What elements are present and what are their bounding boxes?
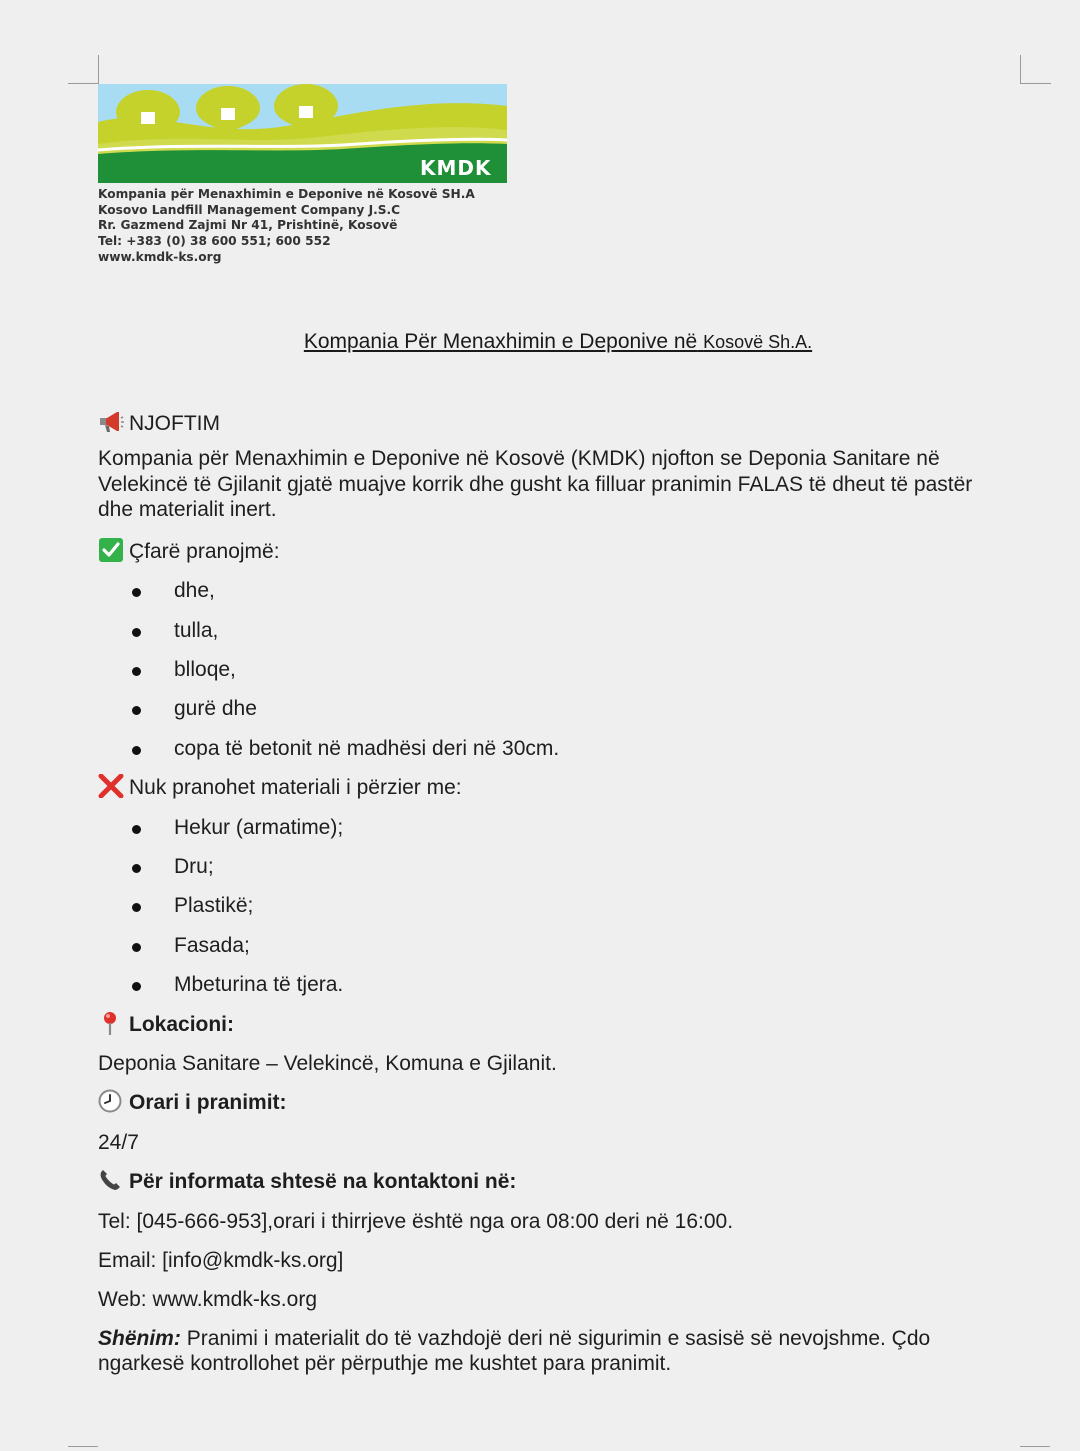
note-label: Shënim: bbox=[98, 1326, 181, 1350]
contact-web: Web: www.kmdk-ks.org bbox=[98, 1288, 317, 1312]
document-title-main: Kompania Për Menaxhimin e Deponive në bbox=[303, 330, 698, 353]
company-address: Rr. Gazmend Zajmi Nr 41, Prishtinë, Kosovë bbox=[98, 218, 398, 233]
contact-heading bbox=[98, 1162, 1008, 1201]
company-name-en: Kosovo Landfill Management Company J.S.C bbox=[98, 202, 401, 217]
rejected-heading bbox=[98, 768, 1008, 807]
pin-icon bbox=[98, 1011, 124, 1035]
cross-mark-icon bbox=[98, 774, 124, 798]
accepted-heading-text: Çfarë pranojmë: bbox=[129, 539, 280, 563]
list-item: Fasada; bbox=[98, 926, 1008, 965]
location-value: Deponia Sanitare – Velekincë, Komuna e Gjilanit. bbox=[98, 1051, 557, 1075]
list-item: Hekur (armatime); bbox=[98, 808, 1008, 847]
phone-icon bbox=[98, 1168, 124, 1192]
list-item: gurë dhe bbox=[98, 689, 1008, 728]
megaphone-icon bbox=[98, 410, 124, 434]
rejected-heading-text: Nuk pranohet materiali i përzier me: bbox=[129, 776, 462, 800]
notice-heading bbox=[98, 404, 1008, 443]
company-website: www.kmdk-ks.org bbox=[98, 249, 222, 264]
contact-tel: Tel: [045-666-953],orari i thirrjeve është nga ora 08:00 deri në 16:00. bbox=[98, 1209, 734, 1233]
accepted-list bbox=[98, 571, 1008, 768]
list-item: Plastikë; bbox=[98, 886, 1008, 925]
list-item: copa të betonit në madhësi deri në 30cm. bbox=[98, 729, 1008, 768]
hours-heading-text: Orari i pranimit: bbox=[129, 1091, 287, 1115]
list-item: tulla, bbox=[98, 611, 1008, 650]
logo-text: KMDK bbox=[420, 156, 492, 180]
location-heading bbox=[98, 1005, 1008, 1044]
note bbox=[98, 1326, 1008, 1377]
crop-mark-bottom-right bbox=[1020, 1446, 1050, 1451]
company-info bbox=[98, 187, 475, 266]
document-title bbox=[0, 330, 1080, 354]
document-title-tail: Kosovë Sh.A. bbox=[703, 332, 813, 352]
crop-mark-top-right bbox=[1020, 55, 1051, 84]
kmdk-logo bbox=[98, 84, 507, 183]
clock-icon bbox=[98, 1089, 124, 1113]
check-box-icon bbox=[98, 538, 124, 562]
notice-heading-text: NJOFTIM bbox=[129, 412, 220, 435]
notice-body: Kompania për Menaxhimin e Deponive në Kosovë (KMDK) njofton se Deponia Sanitare në Velekincë të Gjilanit gjatë muajve korrik dhe gusht ka filluar pranimin FALAS të dheut të pastër dhe materialit inert. bbox=[98, 447, 973, 522]
accepted-heading bbox=[98, 532, 1008, 571]
crop-mark-bottom-left bbox=[68, 1446, 98, 1451]
list-item: blloqe, bbox=[98, 650, 1008, 689]
company-name-sq: Kompania për Menaxhimin e Deponive në Kosovë SH.A bbox=[98, 187, 475, 201]
hours-value: 24/7 bbox=[98, 1130, 139, 1154]
list-item: Dru; bbox=[98, 847, 1008, 886]
company-phone: Tel: +383 (0) 38 600 551; 600 552 bbox=[98, 234, 331, 249]
hours-heading bbox=[98, 1083, 1008, 1122]
list-item: dhe, bbox=[98, 571, 1008, 610]
rejected-list bbox=[98, 808, 1008, 1005]
contact-email: Email: [info@kmdk-ks.org] bbox=[98, 1248, 344, 1272]
list-item: Mbeturina të tjera. bbox=[98, 965, 1008, 1004]
location-heading-text: Lokacioni: bbox=[129, 1012, 235, 1036]
note-text: Pranimi i materialit do të vazhdojë deri në sigurimin e sasisë së nevojshme. Çdo ngarkesë kontrollohet për përputhje me kushtet para pranimit. bbox=[98, 1326, 931, 1376]
crop-mark-top-left bbox=[68, 55, 99, 84]
document-content bbox=[98, 404, 1008, 1386]
contact-heading-text: Për informata shtesë na kontaktoni në: bbox=[129, 1170, 517, 1194]
